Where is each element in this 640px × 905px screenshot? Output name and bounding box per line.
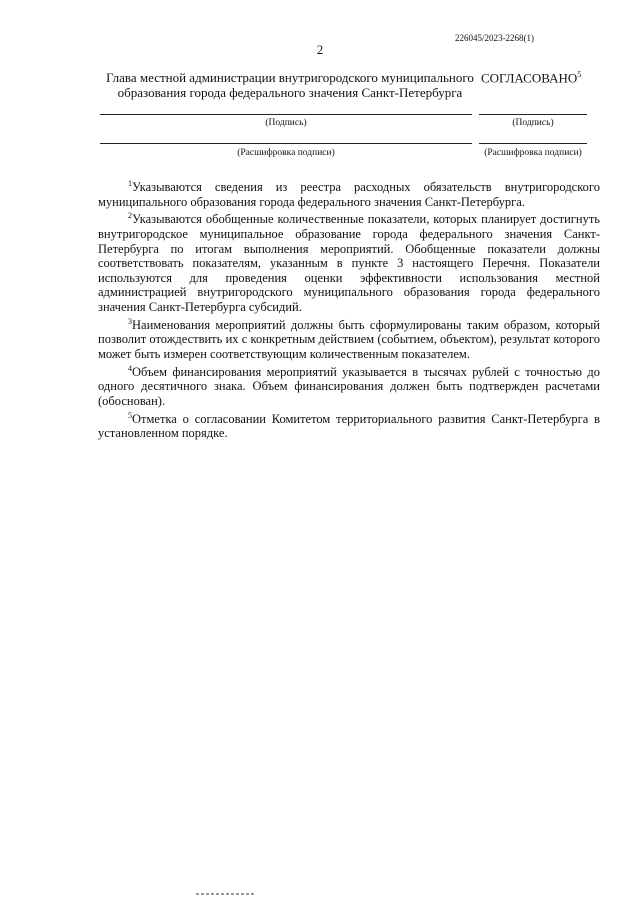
signature-caption-right: (Подпись) [512,118,554,128]
footnote-text: Указываются сведения из реестра расходных обязательств внутригородского муниципального образования города федерального значения Санкт-Петербурга. [98,180,600,209]
agreed-label [481,70,581,86]
footnote-3 [98,315,600,362]
page-number: 2 [316,42,324,57]
footnote-5 [98,409,600,441]
decoding-caption-right: (Расшифровка подписи) [484,148,582,158]
signature-line-right [479,114,587,115]
footnote-number: 2 [128,211,132,221]
scan-artifact-mark [196,893,256,895]
signature-line-left [100,114,472,115]
footnotes-block [98,177,600,441]
footnote-number: 5 [128,410,132,420]
footnote-2 [98,209,600,314]
footnote-number: 1 [128,179,132,188]
decoding-line-left [100,143,472,144]
agreed-text: СОГЛАСОВАНО [481,70,578,86]
footnote-text: Наименования мероприятий должны быть сформулированы таким образом, который позволит отождествить их с конкретным действием (событием, объектом), результат которого может быть измерен соответствующим количественным показателем. [98,317,600,361]
signatory-title: Глава местной администрации внутригородского муниципального образования города федерального значения Санкт-Петербурга [106,70,474,100]
footnote-text: Указываются обобщенные количественные показатели, которых планирует достигнуть внутригородское муниципальное образование города федерального значения Санкт-Петербурга по итогам выполнения мероприятий. Обобщенные показатели должны соответствовать показателям, указанным в пункте 3 настоящего Перечня. Показатели используются для проведения оценки эффективности использования местной администрацией внутригородского муниципального образования города федерального значения Санкт-Петербурга субсидий. [98,212,600,315]
decoding-caption-left: (Расшифровка подписи) [237,148,335,158]
document-number: 226045/2023-2268(1) [455,33,534,43]
footnote-text: Объем финансирования мероприятий указывается в тысячах рублей с точностью до одного десятичного знака. Объем финансирования должен быть подтвержден расчетами (обоснован). [98,364,600,408]
footnote-1 [98,177,600,209]
signature-caption-left: (Подпись) [265,118,307,128]
footnote-number: 4 [128,363,132,373]
footnote-4 [98,362,600,409]
decoding-line-right [479,143,587,144]
agreed-footnote-ref: 5 [577,70,582,79]
footnote-text: Отметка о согласовании Комитетом территориального развития Санкт-Петербурга в установленном порядке. [98,411,600,441]
footnote-number: 3 [128,316,132,326]
